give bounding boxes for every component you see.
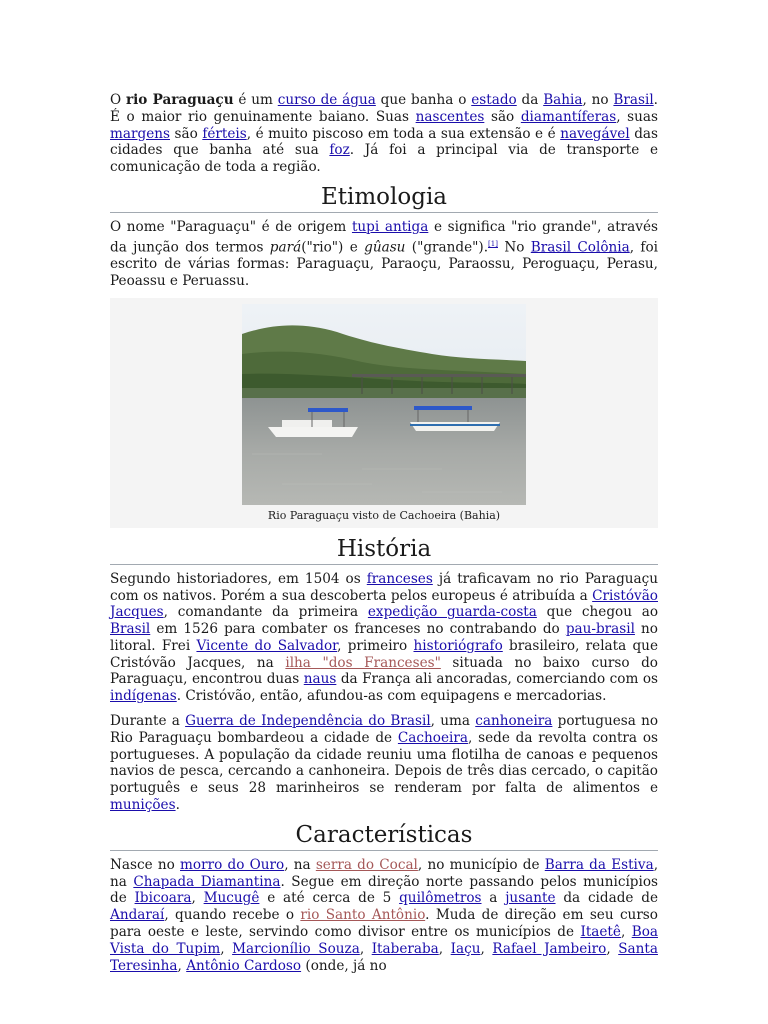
link-nascentes[interactable]: nascentes [415, 108, 485, 125]
article-title-bold: rio Paraguaçu [125, 92, 234, 108]
link-serra-do-cocal[interactable]: serra do Cocal [315, 856, 418, 873]
link-franceses[interactable]: franceses [366, 570, 433, 587]
link-margens[interactable]: margens [110, 125, 170, 142]
text: , na [110, 856, 659, 890]
link-tupi-antiga[interactable]: tupi antiga [351, 218, 429, 235]
term-para: pará [269, 239, 302, 256]
text: da França ali ancoradas, comerciando com os [336, 671, 659, 688]
text: Nasce no [110, 856, 181, 873]
link-marcionilio-souza[interactable]: Marcionílio Souza [232, 940, 360, 957]
text: , suas [616, 108, 658, 125]
text: . Segue em direção norte passando pelos municípios de [110, 873, 659, 907]
text: portuguesa no Rio Paraguaçu bombardeou a cidade de [110, 713, 659, 746]
link-ilha-dos-franceses[interactable]: ilha "dos Franceses" [285, 654, 441, 671]
historia-paragraph-1 [110, 571, 658, 705]
text: (onde, já no [301, 957, 387, 974]
text: já traficavam no rio Paraguaçu com os nativos. Porém a sua descoberta pelos europeus é atribuída a [110, 570, 659, 604]
etimologia-paragraph [110, 219, 658, 290]
text: , comandante da primeira [163, 604, 368, 621]
text: , no [582, 92, 614, 108]
text: , é muito piscoso em toda a sua extensão e é [246, 125, 561, 142]
heading-caracteristicas: Características [110, 822, 658, 851]
text: ("grande"). [405, 239, 489, 256]
text: em 1526 para combater os franceses no contrabando do [150, 621, 566, 638]
text: ("rio") e [301, 239, 365, 256]
text: , [220, 940, 233, 957]
text: situada no baixo curso do Paraguaçu, encontrou duas [110, 654, 658, 688]
text: , [359, 940, 372, 957]
caracteristicas-paragraph [110, 857, 658, 975]
heading-historia: História [110, 536, 658, 565]
text: que chegou ao [536, 604, 659, 621]
text: O [110, 92, 126, 108]
text: que banha o [375, 92, 472, 108]
image-figure [110, 298, 658, 528]
text: O nome "Paraguaçu" é de origem [110, 218, 352, 235]
link-brasil-colonia[interactable]: Brasil Colônia [530, 239, 630, 256]
text: e significa "rio grande", através da junção dos termos [110, 218, 658, 256]
text: e até cerca de 5 [259, 890, 400, 907]
link-estado[interactable]: estado [471, 92, 517, 108]
text: são [169, 125, 203, 142]
article [110, 92, 658, 982]
link-chapada-diamantina[interactable]: Chapada Diamantina [133, 873, 281, 890]
link-foz[interactable]: foz [329, 142, 350, 159]
link-pau-brasil[interactable]: pau-brasil [565, 621, 635, 638]
link-santa-teresinha[interactable]: Santa Teresinha [110, 940, 658, 974]
link-rio-santo-antonio[interactable]: rio Santo Antônio [300, 907, 426, 924]
link-brasil[interactable]: Brasil [613, 92, 654, 108]
text: . Muda de direção em seu curso para oeste e leste, servindo como divisor entre os municípios de [110, 907, 658, 941]
link-indigenas[interactable]: indígenas [110, 688, 177, 705]
link-ferteis[interactable]: férteis [202, 125, 247, 142]
text: são [484, 108, 521, 125]
text: , [480, 940, 493, 957]
text: , na [284, 856, 316, 873]
text: brasileiro, relata que Cristóvão Jacques, na [110, 637, 658, 671]
link-canhoneira[interactable]: canhoneira [475, 713, 553, 730]
link-barra-da-estiva[interactable]: Barra da Estiva [544, 856, 654, 873]
text: . [175, 797, 180, 814]
historia-paragraph-2 [110, 713, 658, 814]
intro-paragraph [110, 92, 658, 176]
link-diamantiferas[interactable]: diamantíferas [520, 108, 617, 125]
link-vicente-do-salvador[interactable]: Vicente do Salvador [196, 637, 338, 654]
link-brasil[interactable]: Brasil [110, 621, 151, 638]
text: , primeiro [337, 637, 414, 654]
text: , no município de [417, 856, 545, 873]
text: , [177, 957, 187, 974]
text: , foi escrito de várias formas: Paraguaçu, Paraoçu, Paraossu, Peroguaçu, Perasu, Peoassu e Peruassu. [110, 239, 658, 289]
heading-etimologia: Etimologia [110, 184, 658, 213]
term-guasu: gûasu [364, 239, 406, 256]
text: No [497, 239, 531, 256]
text: , [620, 924, 632, 941]
link-jusante[interactable]: jusante [505, 890, 556, 907]
text: Segundo historiadores, em 1504 os [110, 570, 367, 587]
text: . Cristóvão, então, afundou-as com equipagens e mercadorias. [176, 688, 607, 705]
link-ibicoara[interactable]: Ibicoara [134, 890, 192, 907]
link-antonio-cardoso[interactable]: Antônio Cardoso [186, 957, 302, 974]
link-itaete[interactable]: Itaetê [580, 924, 621, 941]
text: , quando recebe o [164, 907, 301, 924]
link-cachoeira[interactable]: Cachoeira [397, 729, 468, 746]
text: . Já foi a principal via de transporte e comunicação de toda a região. [110, 142, 658, 176]
link-rafael-jambeiro[interactable]: Rafael Jambeiro [492, 940, 607, 957]
reference-link[interactable]: [1] [488, 239, 498, 248]
text: , sede da revolta contra os portugueses. A população da cidade reuniu uma flotilha de canoas e pequenos navios de pesca, cercando a canhoneira. Depois de três dias cercado, o capitão português e seus 28 marinheiros se renderam por falta de alimentos e [110, 729, 658, 797]
link-navegavel[interactable]: navegável [560, 125, 630, 142]
link-guerra-independencia[interactable]: Guerra de Independência do Brasil [185, 713, 431, 730]
link-cristovao-jacques[interactable]: Cristóvão Jacques [110, 587, 658, 621]
link-iacu[interactable]: Iaçu [450, 940, 481, 957]
text: Durante a [110, 713, 186, 730]
link-curso-de-agua[interactable]: curso de água [277, 92, 376, 108]
link-andarai[interactable]: Andaraí [110, 907, 165, 924]
link-itaberaba[interactable]: Itaberaba [371, 940, 439, 957]
image-caption: Rio Paraguaçu visto de Cachoeira (Bahia) [267, 508, 501, 522]
river-photo[interactable] [242, 304, 526, 505]
link-municoes[interactable]: munições [110, 797, 176, 814]
link-historiografo[interactable]: historiógrafo [413, 637, 503, 654]
link-mucuge[interactable]: Mucugê [203, 890, 260, 907]
text: é um [233, 92, 278, 108]
text: , [606, 940, 619, 957]
link-expedicao-guarda-costa[interactable]: expedição guarda-costa [367, 604, 537, 621]
link-boa-vista-do-tupim[interactable]: Boa Vista do Tupim [110, 924, 658, 957]
text: da [516, 92, 544, 108]
link-naus[interactable]: naus [303, 671, 337, 688]
text: , [438, 940, 451, 957]
text: das cidades que banha até sua [110, 125, 658, 159]
link-quilometros[interactable]: quilômetros [399, 890, 482, 907]
text: da cidade de [555, 890, 658, 907]
text: no litoral. Frei [110, 621, 658, 654]
text: , uma [430, 713, 476, 730]
text: a [481, 890, 506, 907]
text: . É o maior rio genuinamente baiano. Suas [110, 92, 658, 125]
link-morro-do-ouro[interactable]: morro do Ouro [180, 856, 285, 873]
link-bahia[interactable]: Bahia [543, 92, 583, 108]
text: , [191, 890, 204, 907]
